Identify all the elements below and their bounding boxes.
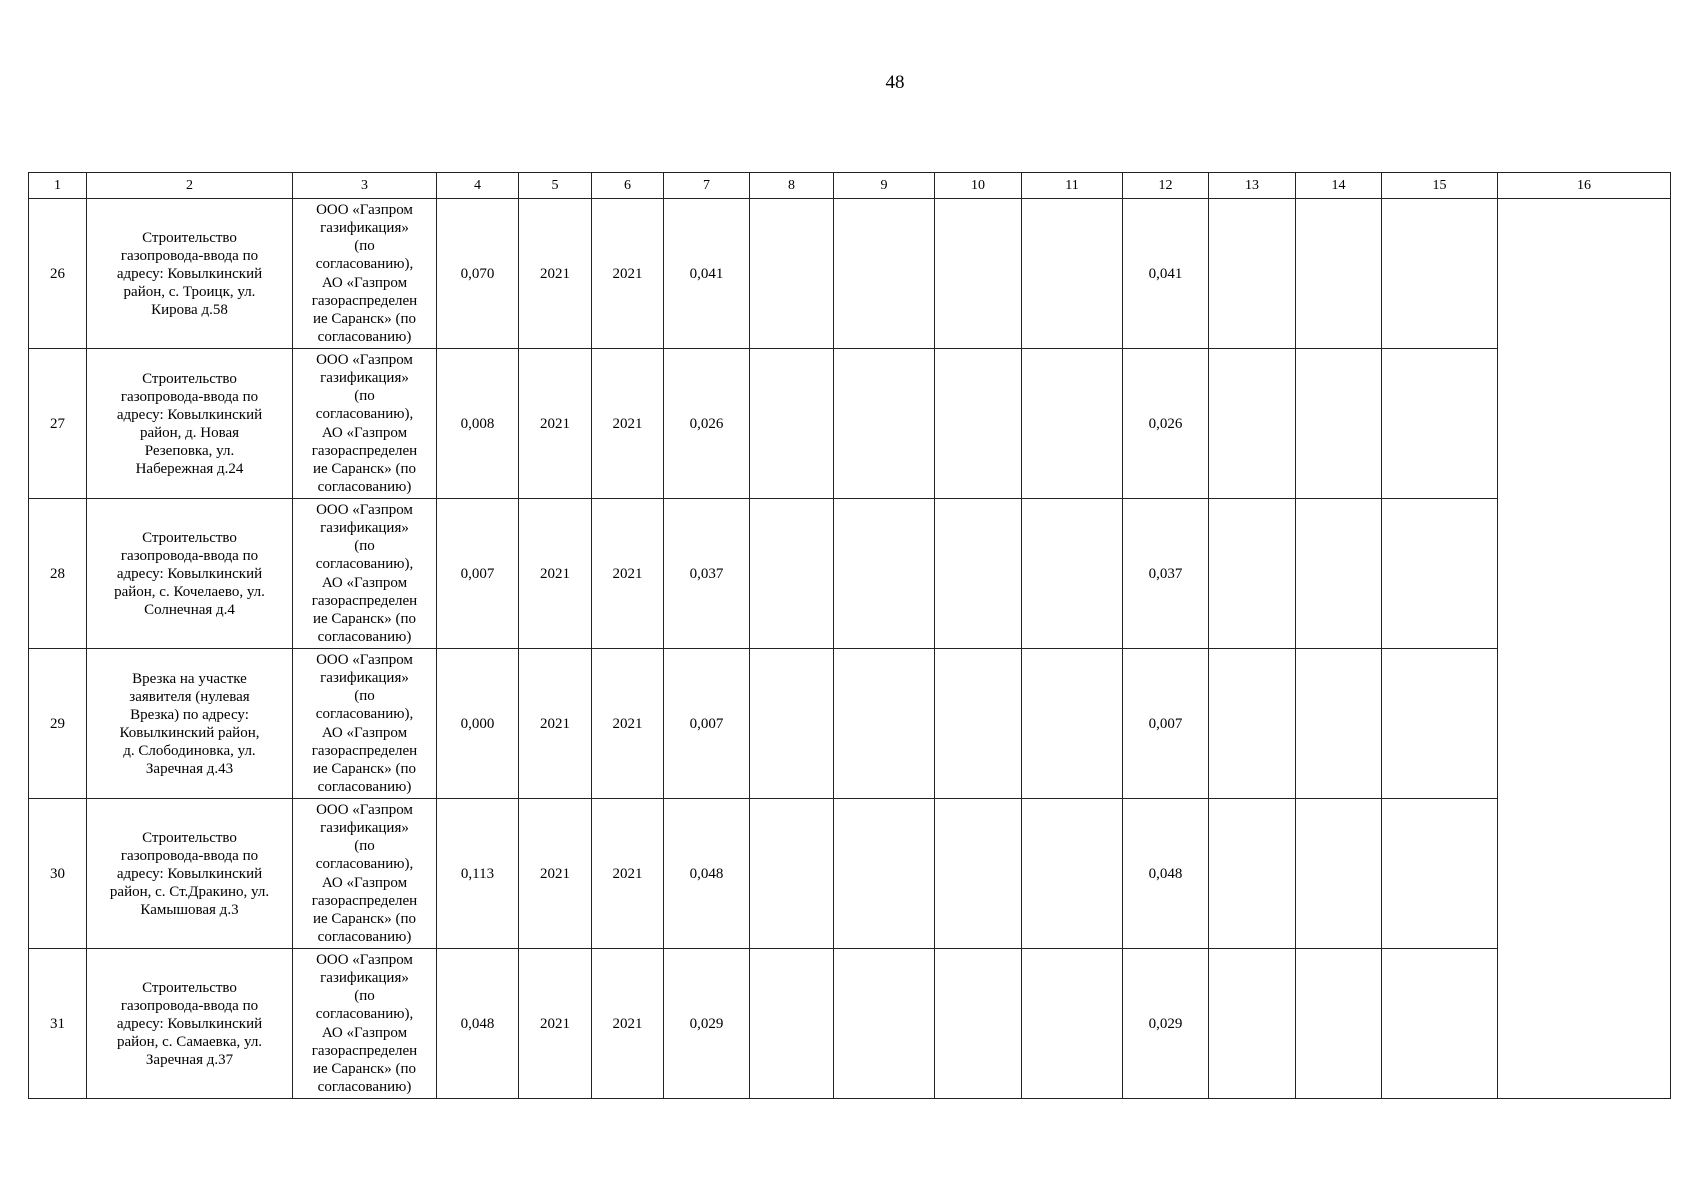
year-end-cell: 2021 — [592, 349, 664, 499]
value-cell-col11 — [1022, 799, 1123, 949]
value-cell-col9 — [834, 199, 935, 349]
table-row — [29, 349, 1671, 499]
object-name-cell: Строительство газопровода-ввода по адресу: Ковылкинский район, с. Ст.Дракино, ул. Камышовая д.3 — [87, 799, 293, 949]
header-row — [29, 173, 1671, 199]
value-cell-col13 — [1209, 349, 1296, 499]
value-cell-col9 — [834, 649, 935, 799]
value-cell-col7: 0,007 — [664, 649, 750, 799]
year-start-cell: 2021 — [519, 649, 592, 799]
value-cell-col9 — [834, 799, 935, 949]
year-start-cell: 2021 — [519, 349, 592, 499]
year-start-cell: 2021 — [519, 799, 592, 949]
organization-cell: ООО «Газпром газификация» (по согласованию), АО «Газпром газораспределен ие Саранск» (по согласованию) — [293, 949, 437, 1099]
value-cell-col8 — [750, 649, 834, 799]
value-cell-col7: 0,026 — [664, 349, 750, 499]
value-cell-col4: 0,007 — [437, 499, 519, 649]
value-cell-col14 — [1296, 799, 1382, 949]
data-table — [28, 172, 1671, 1099]
organization-cell: ООО «Газпром газификация» (по согласованию), АО «Газпром газораспределен ие Саранск» (по согласованию) — [293, 799, 437, 949]
value-cell-col4: 0,113 — [437, 799, 519, 949]
value-cell-col13 — [1209, 499, 1296, 649]
value-cell-col15 — [1382, 499, 1498, 649]
value-cell-col13 — [1209, 649, 1296, 799]
value-cell-col14 — [1296, 499, 1382, 649]
table-row — [29, 199, 1671, 349]
header-cell: 7 — [664, 173, 750, 199]
value-cell-col14 — [1296, 649, 1382, 799]
row-number-cell: 27 — [29, 349, 87, 499]
header-cell: 4 — [437, 173, 519, 199]
header-cell: 13 — [1209, 173, 1296, 199]
header-cell: 9 — [834, 173, 935, 199]
value-cell-col7: 0,037 — [664, 499, 750, 649]
year-start-cell: 2021 — [519, 199, 592, 349]
organization-cell: ООО «Газпром газификация» (по согласованию), АО «Газпром газораспределен ие Саранск» (по согласованию) — [293, 649, 437, 799]
header-cell: 8 — [750, 173, 834, 199]
value-cell-col7: 0,029 — [664, 949, 750, 1099]
value-cell-col8 — [750, 499, 834, 649]
value-cell-col14 — [1296, 949, 1382, 1099]
header-cell: 15 — [1382, 173, 1498, 199]
object-name-cell: Строительство газопровода-ввода по адресу: Ковылкинский район, с. Кочелаево, ул. Солнечная д.4 — [87, 499, 293, 649]
value-cell-col4: 0,048 — [437, 949, 519, 1099]
object-name-cell: Врезка на участке заявителя (нулевая Врезка) по адресу: Ковылкинский район, д. Слободиновка, ул. Заречная д.43 — [87, 649, 293, 799]
value-cell-col14 — [1296, 199, 1382, 349]
merged-cell-col16 — [1498, 199, 1671, 1099]
header-cell: 3 — [293, 173, 437, 199]
object-name-cell: Строительство газопровода-ввода по адресу: Ковылкинский район, с. Самаевка, ул. Заречная д.37 — [87, 949, 293, 1099]
value-cell-col15 — [1382, 199, 1498, 349]
value-cell-col9 — [834, 499, 935, 649]
year-start-cell: 2021 — [519, 949, 592, 1099]
row-number-cell: 30 — [29, 799, 87, 949]
organization-cell: ООО «Газпром газификация» (по согласованию), АО «Газпром газораспределен ие Саранск» (по согласованию) — [293, 499, 437, 649]
value-cell-col7: 0,048 — [664, 799, 750, 949]
organization-cell: ООО «Газпром газификация» (по согласованию), АО «Газпром газораспределен ие Саранск» (по согласованию) — [293, 349, 437, 499]
year-end-cell: 2021 — [592, 799, 664, 949]
page-number: 48 — [885, 72, 905, 93]
row-number-cell: 29 — [29, 649, 87, 799]
year-end-cell: 2021 — [592, 499, 664, 649]
value-cell-col10 — [935, 349, 1022, 499]
header-cell: 2 — [87, 173, 293, 199]
value-cell-col12: 0,029 — [1123, 949, 1209, 1099]
value-cell-col11 — [1022, 649, 1123, 799]
value-cell-col14 — [1296, 349, 1382, 499]
value-cell-col15 — [1382, 349, 1498, 499]
value-cell-col10 — [935, 199, 1022, 349]
table-row — [29, 799, 1671, 949]
year-end-cell: 2021 — [592, 199, 664, 349]
header-cell: 11 — [1022, 173, 1123, 199]
value-cell-col11 — [1022, 199, 1123, 349]
table-row — [29, 499, 1671, 649]
value-cell-col8 — [750, 349, 834, 499]
value-cell-col12: 0,026 — [1123, 349, 1209, 499]
value-cell-col10 — [935, 649, 1022, 799]
header-cell: 5 — [519, 173, 592, 199]
value-cell-col8 — [750, 799, 834, 949]
value-cell-col12: 0,048 — [1123, 799, 1209, 949]
value-cell-col13 — [1209, 199, 1296, 349]
value-cell-col12: 0,041 — [1123, 199, 1209, 349]
value-cell-col4: 0,008 — [437, 349, 519, 499]
table-row — [29, 649, 1671, 799]
value-cell-col11 — [1022, 499, 1123, 649]
value-cell-col12: 0,037 — [1123, 499, 1209, 649]
header-cell: 1 — [29, 173, 87, 199]
object-name-cell: Строительство газопровода-ввода по адресу: Ковылкинский район, с. Троицк, ул. Кирова д.58 — [87, 199, 293, 349]
table-row — [29, 949, 1671, 1099]
value-cell-col15 — [1382, 649, 1498, 799]
value-cell-col9 — [834, 349, 935, 499]
year-end-cell: 2021 — [592, 949, 664, 1099]
value-cell-col10 — [935, 499, 1022, 649]
value-cell-col10 — [935, 949, 1022, 1099]
year-end-cell: 2021 — [592, 649, 664, 799]
value-cell-col9 — [834, 949, 935, 1099]
value-cell-col15 — [1382, 949, 1498, 1099]
value-cell-col8 — [750, 949, 834, 1099]
header-cell: 10 — [935, 173, 1022, 199]
row-number-cell: 31 — [29, 949, 87, 1099]
value-cell-col7: 0,041 — [664, 199, 750, 349]
object-name-cell: Строительство газопровода-ввода по адресу: Ковылкинский район, д. Новая Резеповка, ул. Набережная д.24 — [87, 349, 293, 499]
header-cell: 6 — [592, 173, 664, 199]
value-cell-col4: 0,070 — [437, 199, 519, 349]
row-number-cell: 28 — [29, 499, 87, 649]
header-cell: 16 — [1498, 173, 1671, 199]
value-cell-col8 — [750, 199, 834, 349]
row-number-cell: 26 — [29, 199, 87, 349]
value-cell-col10 — [935, 799, 1022, 949]
value-cell-col4: 0,000 — [437, 649, 519, 799]
value-cell-col11 — [1022, 949, 1123, 1099]
organization-cell: ООО «Газпром газификация» (по согласованию), АО «Газпром газораспределен ие Саранск» (по согласованию) — [293, 199, 437, 349]
value-cell-col15 — [1382, 799, 1498, 949]
year-start-cell: 2021 — [519, 499, 592, 649]
value-cell-col13 — [1209, 799, 1296, 949]
value-cell-col12: 0,007 — [1123, 649, 1209, 799]
header-cell: 14 — [1296, 173, 1382, 199]
header-cell: 12 — [1123, 173, 1209, 199]
value-cell-col13 — [1209, 949, 1296, 1099]
value-cell-col11 — [1022, 349, 1123, 499]
